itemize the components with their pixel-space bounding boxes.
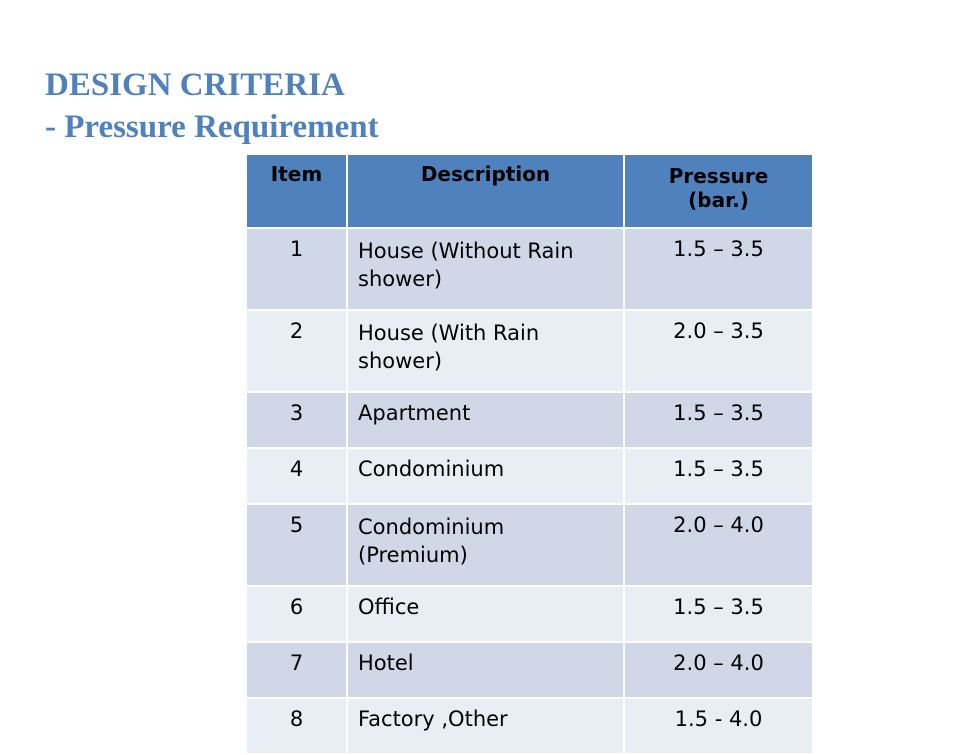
row-pressure: 2.0 – 4.0 — [624, 642, 813, 698]
slide-title — [45, 64, 379, 148]
header-description: Description — [347, 155, 624, 228]
row-item: 3 — [246, 392, 347, 448]
table-header-row — [246, 155, 813, 228]
table-row — [246, 448, 813, 504]
row-description: House (Without Rain shower) — [347, 228, 624, 310]
row-pressure: 1.5 – 3.5 — [624, 448, 813, 504]
header-pressure — [624, 155, 813, 228]
row-description: Office — [347, 586, 624, 642]
table-row — [246, 642, 813, 698]
row-item: 4 — [246, 448, 347, 504]
slide-title-line1: DESIGN CRITERIA — [45, 67, 345, 103]
table-row — [246, 310, 813, 392]
header-pressure-line2: (bar.) — [688, 188, 749, 212]
row-item: 2 — [246, 310, 347, 392]
row-pressure: 1.5 – 3.5 — [624, 586, 813, 642]
table-row — [246, 392, 813, 448]
table-row — [246, 504, 813, 586]
row-item: 8 — [246, 698, 347, 754]
row-description: Apartment — [347, 392, 624, 448]
row-pressure: 2.0 – 4.0 — [624, 504, 813, 586]
table-row — [246, 228, 813, 310]
row-description: Factory ,Other — [347, 698, 624, 754]
slide-title-line2: - Pressure Requirement — [45, 109, 379, 145]
row-description: House (With Rain shower) — [347, 310, 624, 392]
row-item: 6 — [246, 586, 347, 642]
header-item: Item — [246, 155, 347, 228]
table-row — [246, 698, 813, 754]
row-item: 7 — [246, 642, 347, 698]
pressure-requirement-table — [245, 155, 814, 755]
table-row — [246, 586, 813, 642]
row-pressure: 1.5 – 3.5 — [624, 228, 813, 310]
row-description: Hotel — [347, 642, 624, 698]
row-pressure: 2.0 – 3.5 — [624, 310, 813, 392]
row-description: Condominium (Premium) — [347, 504, 624, 586]
header-pressure-line1: Pressure — [668, 164, 769, 188]
row-item: 1 — [246, 228, 347, 310]
row-pressure: 1.5 - 4.0 — [624, 698, 813, 754]
row-item: 5 — [246, 504, 347, 586]
row-pressure: 1.5 – 3.5 — [624, 392, 813, 448]
row-description: Condominium — [347, 448, 624, 504]
